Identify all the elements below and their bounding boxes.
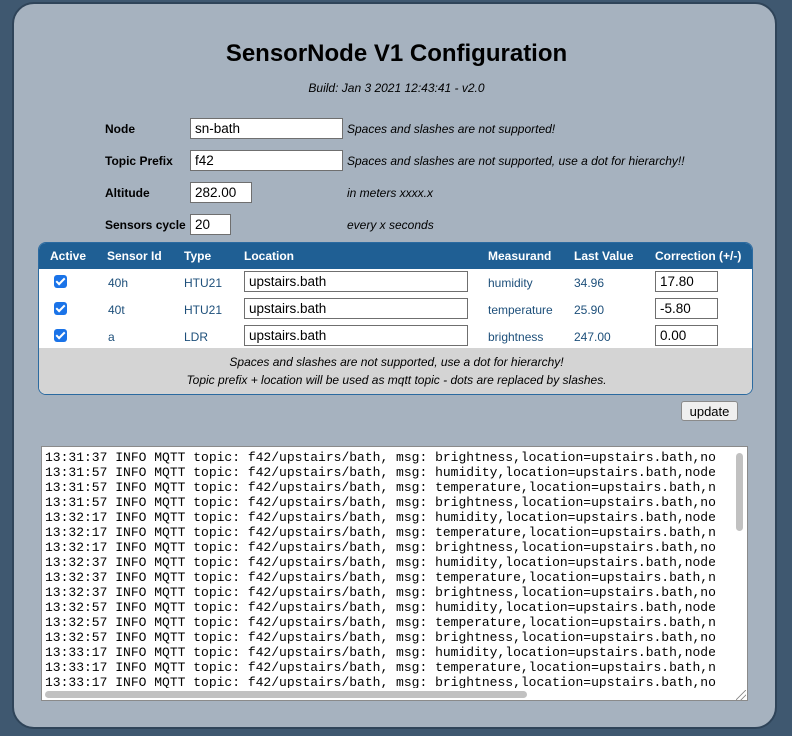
config-panel: [12, 2, 777, 729]
measurand: temperature: [488, 303, 553, 317]
topic-prefix-label: Topic Prefix: [105, 154, 173, 168]
log-line: 13:32:37 INFO MQTT topic: f42/upstairs/bath, msg: temperature,location=upstairs.bath,n: [45, 570, 716, 585]
log-line: 13:31:57 INFO MQTT topic: f42/upstairs/bath, msg: temperature,location=upstairs.bath,n: [45, 480, 716, 495]
page-title: SensorNode V1 Configuration: [225, 40, 568, 67]
sensors-cycle-input[interactable]: [190, 214, 231, 235]
log-line: 13:31:57 INFO MQTT topic: f42/upstairs/bath, msg: brightness,location=upstairs.bath,no: [45, 495, 716, 510]
last-value: 34.96: [574, 276, 605, 290]
sensor-id: a: [108, 330, 115, 344]
resize-grip-icon[interactable]: [736, 690, 746, 700]
sensor-type: LDR: [184, 330, 209, 344]
altitude-hint: in meters xxxx.x: [347, 186, 434, 200]
altitude-input[interactable]: [190, 182, 252, 203]
sensor-id: 40h: [108, 276, 129, 290]
measurand: humidity: [488, 276, 533, 290]
update-button[interactable]: update: [681, 401, 738, 421]
col-sensor-id: Sensor Id: [107, 249, 162, 263]
sensor-type: HTU21: [184, 276, 223, 290]
altitude-label: Altitude: [105, 186, 150, 200]
horizontal-scrollbar[interactable]: [45, 691, 527, 698]
log-line: 13:32:17 INFO MQTT topic: f42/upstairs/bath, msg: brightness,location=upstairs.bath,no: [45, 540, 716, 555]
table-footer: [39, 348, 753, 395]
correction-input[interactable]: [655, 271, 718, 292]
col-measurand: Measurand: [488, 249, 552, 263]
topic-prefix-hint: Spaces and slashes are not supported, use a dot for hierarchy!!: [347, 154, 685, 168]
table-header: [39, 243, 753, 269]
log-line: 13:31:57 INFO MQTT topic: f42/upstairs/bath, msg: humidity,location=upstairs.bath,node: [45, 465, 716, 480]
correction-input[interactable]: [655, 298, 718, 319]
topic-prefix-input[interactable]: [190, 150, 343, 171]
log-line: 13:32:57 INFO MQTT topic: f42/upstairs/bath, msg: humidity,location=upstairs.bath,node: [45, 600, 716, 615]
log-line: 13:32:57 INFO MQTT topic: f42/upstairs/bath, msg: brightness,location=upstairs.bath,no: [45, 630, 716, 645]
log-line: 13:32:37 INFO MQTT topic: f42/upstairs/bath, msg: brightness,location=upstairs.bath,no: [45, 585, 716, 600]
log-line: 13:32:17 INFO MQTT topic: f42/upstairs/bath, msg: temperature,location=upstairs.bath,n: [45, 525, 716, 540]
node-input[interactable]: [190, 118, 343, 139]
footer-note: Spaces and slashes are not supported, use a dot for hierarchy!: [229, 355, 564, 369]
log-line: 13:31:37 INFO MQTT topic: f42/upstairs/bath, msg: brightness,location=upstairs.bath,no: [45, 450, 716, 465]
log-textarea[interactable]: [41, 446, 748, 701]
last-value: 247.00: [574, 330, 611, 344]
last-value: 25.90: [574, 303, 605, 317]
log-line: 13:33:17 INFO MQTT topic: f42/upstairs/bath, msg: temperature,location=upstairs.bath,n: [45, 660, 716, 675]
log-line: 13:32:17 INFO MQTT topic: f42/upstairs/bath, msg: humidity,location=upstairs.bath,node: [45, 510, 716, 525]
location-input[interactable]: [244, 325, 468, 346]
log-line: 13:32:37 INFO MQTT topic: f42/upstairs/bath, msg: humidity,location=upstairs.bath,node: [45, 555, 716, 570]
active-checkbox[interactable]: [54, 275, 67, 288]
col-last-value: Last Value: [574, 249, 634, 263]
log-line: 13:33:17 INFO MQTT topic: f42/upstairs/bath, msg: humidity,location=upstairs.bath,node: [45, 645, 716, 660]
vertical-scrollbar[interactable]: [736, 453, 743, 531]
location-input[interactable]: [244, 298, 468, 319]
col-correction: Correction (+/-): [655, 249, 742, 263]
sensors-cycle-hint: every x seconds: [347, 218, 434, 232]
col-type: Type: [184, 249, 212, 263]
location-input[interactable]: [244, 271, 468, 292]
measurand: brightness: [488, 330, 544, 344]
sensor-type: HTU21: [184, 303, 223, 317]
col-location: Location: [244, 249, 294, 263]
sensor-id: 40t: [108, 303, 125, 317]
col-active: Active: [50, 249, 87, 263]
sensors-table: [38, 242, 753, 395]
build-info: Build: Jan 3 2021 12:43:41 - v2.0: [308, 81, 485, 95]
active-checkbox[interactable]: [54, 302, 67, 315]
sensors-cycle-label: Sensors cycle: [105, 218, 186, 232]
node-hint: Spaces and slashes are not supported!: [347, 122, 556, 136]
log-lines: [45, 450, 733, 688]
correction-input[interactable]: [655, 325, 718, 346]
active-checkbox[interactable]: [54, 329, 67, 342]
footer-note: Topic prefix + location will be used as mqtt topic - dots are replaced by slashes.: [186, 373, 607, 387]
log-line: 13:32:57 INFO MQTT topic: f42/upstairs/bath, msg: temperature,location=upstairs.bath,n: [45, 615, 716, 630]
node-label: Node: [105, 122, 135, 136]
log-line: 13:33:17 INFO MQTT topic: f42/upstairs/bath, msg: brightness,location=upstairs.bath,no: [45, 675, 716, 688]
